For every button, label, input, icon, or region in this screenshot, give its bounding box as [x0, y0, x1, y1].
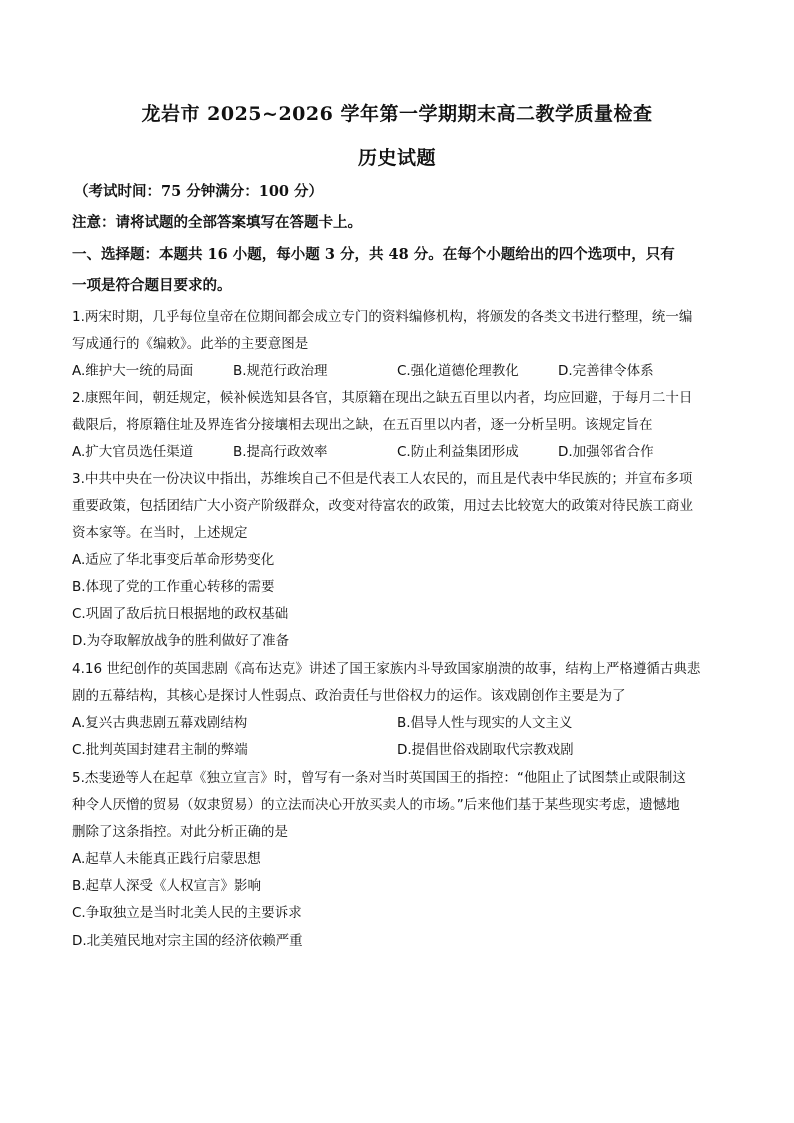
question-3-line-1: 3.中共中央在一份决议中指出，苏维埃自己不但是代表工人农民的，而且是代表中华民族的；并宣布多项: [72, 471, 693, 487]
question-4-option-c[interactable]: C.批判英国封建君主制的弊端: [72, 742, 248, 758]
question-3-line-3: 资本家等。在当时，上述规定: [72, 525, 248, 541]
question-4-option-b[interactable]: B.倡导人性与现实的人文主义: [397, 715, 573, 731]
question-5-option-a[interactable]: A.起草人未能真正践行启蒙思想: [72, 851, 261, 867]
section-heading-line2: 一项是符合题目要求的。: [72, 277, 232, 294]
question-1-option-c[interactable]: C.强化道德伦理教化: [397, 363, 519, 379]
question-5-option-d[interactable]: D.北美殖民地对宗主国的经济依赖严重: [72, 933, 303, 949]
question-1-option-b[interactable]: B.规范行政治理: [233, 363, 328, 379]
question-1-line-1: 1.两宋时期，几乎每位皇帝在位期间都会成立专门的资料编修机构，将颁发的各类文书进行整理，统一编: [72, 309, 693, 325]
exam-subject: 历史试题: [357, 147, 436, 169]
question-5-option-b[interactable]: B.起草人深受《人权宣言》影响: [72, 878, 262, 894]
question-3-option-a[interactable]: A.适应了华北事变后革命形势变化: [72, 552, 275, 568]
question-4-option-a[interactable]: A.复兴古典悲剧五幕戏剧结构: [72, 715, 248, 731]
question-2-line-2: 截限后，将原籍住址及界连省分接壤相去现出之缺，在五百里以内者，逐一分析呈明。该规定旨在: [72, 417, 653, 433]
question-4-option-d[interactable]: D.提倡世俗戏剧取代宗教戏剧: [397, 742, 574, 758]
question-3-option-b[interactable]: B.体现了党的工作重心转移的需要: [72, 579, 275, 595]
question-3-option-d[interactable]: D.为夺取解放战争的胜利做好了准备: [72, 633, 290, 649]
question-2-option-a[interactable]: A.扩大官员选任渠道: [72, 444, 194, 460]
question-5-line-3: 删除了这条指控。对此分析正确的是: [72, 824, 288, 840]
question-5-line-2: 种令人厌憎的贸易（奴隶贸易）的立法而决心开放买卖人的市场。”后来他们基于某些现实考虑，遗憾地: [72, 797, 680, 813]
exam-info: （考试时间：75 分钟满分：100 分）: [74, 183, 324, 200]
question-2-line-1: 2.康熙年间，朝廷规定，候补候选知县各官，其原籍在现出之缺五百里以内者，均应回避，于每月二十日: [72, 390, 693, 406]
section-heading-line1: 一、选择题：本题共 16 小题，每小题 3 分，共 48 分。在每个小题给出的四个选项中，只有: [72, 246, 675, 263]
question-1-option-d[interactable]: D.完善律令体系: [558, 363, 654, 379]
exam-title: 龙岩市 2025~2026 学年第一学期期末高二教学质量检查: [141, 103, 653, 125]
notice: 注意：请将试题的全部答案填写在答题卡上。: [72, 214, 362, 231]
question-3-line-2: 重要政策，包括团结广大小资产阶级群众，改变对待富农的政策，用过去比较宽大的政策对待民族工商业: [72, 498, 693, 514]
question-1-option-a[interactable]: A.维护大一统的局面: [72, 363, 194, 379]
question-1-line-2: 写成通行的《编敕》。此举的主要意图是: [72, 336, 309, 352]
question-3-option-c[interactable]: C.巩固了敌后抗日根据地的政权基础: [72, 606, 289, 622]
question-2-option-c[interactable]: C.防止利益集团形成: [397, 444, 519, 460]
question-5-option-c[interactable]: C.争取独立是当时北美人民的主要诉求: [72, 905, 302, 921]
question-5-line-1: 5.杰斐逊等人在起草《独立宣言》时，曾写有一条对当时英国国王的指控：“他阻止了试图禁止或限制这: [72, 770, 686, 786]
question-4-line-1: 4.16 世纪创作的英国悲剧《高布达克》讲述了国王家族内斗导致国家崩溃的故事，结构上严格遵循古典悲: [72, 661, 701, 677]
question-2-option-b[interactable]: B.提高行政效率: [233, 444, 328, 460]
question-4-line-2: 剧的五幕结构，其核心是探讨人性弱点、政治责任与世俗权力的运作。该戏剧创作主要是为了: [72, 688, 626, 704]
question-2-option-d[interactable]: D.加强邻省合作: [558, 444, 654, 460]
